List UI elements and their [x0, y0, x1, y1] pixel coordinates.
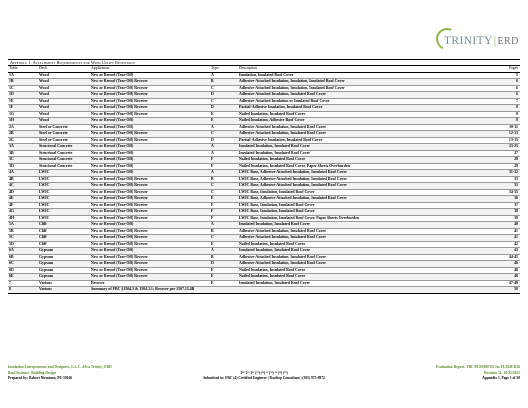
cell-pages: 41	[474, 235, 520, 242]
cell-deck: Cliff	[38, 241, 90, 248]
cell-deck: Cliff	[38, 222, 90, 229]
cell-application: Summary of FBC §1504.3 & 1504.3.1; Recover per 1507.13.4B	[90, 287, 210, 294]
cell-description: Adhesive-Attached Insulation, Insulated Roof Cover	[238, 131, 474, 138]
cell-deck: Wood	[38, 118, 90, 125]
cell-description: LWIC Base, Insulation, Insulated Roof Cover	[238, 202, 474, 209]
trinity-erd-logo	[432, 28, 519, 52]
cell-table: 4D	[8, 189, 38, 196]
cell-type: D	[210, 261, 238, 268]
cell-application: New or Reroof (Tear-Off)	[90, 144, 210, 151]
cell-table: 8	[8, 287, 38, 294]
cell-type: B	[210, 176, 238, 183]
cell-description: LWIC Base, Adhesive-Attached Insulation, Insulated Roof Cover	[238, 196, 474, 203]
cell-deck: Structural Concrete	[38, 163, 90, 170]
cell-table: 1H	[8, 118, 38, 125]
cell-description: Adhesive-Attached Insulation or Insulated Roof Cover	[238, 98, 474, 105]
cell-type: D	[210, 137, 238, 144]
cell-deck: LWIC	[38, 176, 90, 183]
cell-deck: Gypsum	[38, 261, 90, 268]
cell-description: Nailed Insulation, Insulated Roof Cover, Paper Sheets Overburden	[238, 163, 474, 170]
cell-type: A	[210, 170, 238, 177]
cell-type: E	[210, 241, 238, 248]
cell-pages: 34-35	[474, 189, 520, 196]
cell-table: 1C	[8, 85, 38, 92]
cell-deck: Cliff	[38, 228, 90, 235]
cell-application: New or Reroof (Tear-Off)	[90, 150, 210, 157]
cell-description: LWIC Base, Insulation, Insulated Roof Cover, Paper Sheets Overburden	[238, 215, 474, 222]
cell-table: 1E	[8, 98, 38, 105]
cell-description: Insulated Insulation, Insulated Roof Cover	[238, 222, 474, 229]
cell-application: New or Reroof (Tear-Off)	[90, 163, 210, 170]
cell-description: Adhesive-Attached Insulation, Insulated Roof Cover	[238, 92, 474, 99]
cell-pages: 43	[474, 248, 520, 255]
cell-pages: 33	[474, 176, 520, 183]
cell-pages: 8	[474, 118, 520, 125]
footer-left	[8, 365, 112, 382]
logo-sub-text: ERD	[497, 36, 519, 47]
cell-table: 4E	[8, 196, 38, 203]
cell-application: New or Reroof (Tear-Off) Recover	[90, 267, 210, 274]
cell-application: New or Reroof (Tear-Off)	[90, 248, 210, 255]
cell-application: New or Reroof (Tear-Off)	[90, 157, 210, 164]
cell-description: LWIC Base, Insulation, Insulated Roof Cover	[238, 189, 474, 196]
cell-type: A	[210, 144, 238, 151]
cell-table: 6A	[8, 248, 38, 255]
cell-application: New or Reroof (Tear-Off) Recover	[90, 254, 210, 261]
cell-table: 1B	[8, 79, 38, 86]
cell-table: 4G	[8, 209, 38, 216]
cell-pages: 8	[474, 105, 520, 112]
cell-description: Adhesive-Attached Insulation, Insulated Roof Cover	[238, 254, 474, 261]
cell-deck: Wood	[38, 105, 90, 112]
cell-table: 3B	[8, 150, 38, 157]
cell-pages: 7	[474, 98, 520, 105]
cell-table: 6D	[8, 267, 38, 274]
cell-table: 3C	[8, 157, 38, 164]
cell-deck: LWIC	[38, 202, 90, 209]
cell-application: New or Reroof (Tear-Off) Recover	[90, 131, 210, 138]
cell-deck: LWIC	[38, 196, 90, 203]
cell-pages: 6	[474, 92, 520, 99]
cell-application: New or Reroof (Tear-Off)	[90, 124, 210, 131]
cell-type: E	[210, 267, 238, 274]
cell-type: F	[210, 163, 238, 170]
column-header-type: Type	[210, 66, 238, 72]
cell-application: New or Reroof (Tear-Off)	[90, 72, 210, 79]
logo-separator: |	[493, 35, 497, 47]
cell-type: A	[210, 72, 238, 79]
cell-pages: 46	[474, 261, 520, 268]
cell-application: New or Reroof (Tear-Off) Recover	[90, 274, 210, 281]
cell-description: Insulated Insulation, Insulated Roof Cover	[238, 248, 474, 255]
cell-pages: 39	[474, 215, 520, 222]
cell-pages: 50	[474, 287, 520, 294]
cell-application: New or Reroof (Tear-Off) Recover	[90, 215, 210, 222]
cell-type: F	[210, 215, 238, 222]
cell-description: LWIC Base, Adhesive-Attached Insulation, Insulated Roof Cover	[238, 170, 474, 177]
cell-pages: 46	[474, 267, 520, 274]
cell-table: 6C	[8, 261, 38, 268]
cell-deck: Gypsum	[38, 267, 90, 274]
cell-application: New or Reroof (Tear-Off) Recover	[90, 85, 210, 92]
cell-table: 6B	[8, 254, 38, 261]
footer-division: Roof Systems | Building Design	[8, 370, 56, 375]
cell-type: B	[210, 228, 238, 235]
cell-type: C	[210, 85, 238, 92]
footer-center	[174, 365, 354, 382]
footer-company: Insulation Entrepreneurs and Designers, L.L.C. d/b/a Trinity | ERD	[8, 365, 112, 369]
cell-type: B	[210, 79, 238, 86]
cell-type: C	[210, 98, 238, 105]
cell-deck: Gypsum	[38, 254, 90, 261]
footer-revision: Revision 11: 10/25/2022	[484, 370, 520, 375]
logo-brand-text: TRINITY	[444, 35, 493, 47]
cell-description: Insulated Insulation, Insulated Roof Cover	[238, 280, 474, 287]
footer-right	[436, 365, 520, 382]
cell-application: New or Reroof (Tear-Off) Recover	[90, 235, 210, 242]
cell-application: New or Reroof (Tear-Off) Recover	[90, 189, 210, 196]
cell-table: 5A	[8, 222, 38, 229]
cell-deck: Wood	[38, 92, 90, 99]
cell-pages: 8	[474, 111, 520, 118]
cell-application: New or Reroof (Tear-Off)	[90, 170, 210, 177]
cell-pages: 33	[474, 183, 520, 190]
cell-deck: Wood	[38, 85, 90, 92]
cell-pages: 29	[474, 163, 520, 170]
cell-pages: 12-13	[474, 131, 520, 138]
cell-pages: 28	[474, 157, 520, 164]
cell-application: New or Reroof (Tear-Off) Recover	[90, 92, 210, 99]
cell-application: New or Reroof (Tear-Off) Recover	[90, 196, 210, 203]
cell-table: 6E	[8, 274, 38, 281]
footer-center-line-2: 3¹⁰ 1¹⁹ 1²³ (²³) (²³) ³² (³²) ³⁹ (²³) (²³)	[240, 370, 288, 375]
cell-pages: 41	[474, 228, 520, 235]
cell-description	[238, 287, 474, 294]
cell-type: E	[210, 274, 238, 281]
cell-description: Adhesive-Attached Insulation, Insulated Roof Cover	[238, 228, 474, 235]
cell-description: Nailed Insulation, Insulated Roof Cover	[238, 157, 474, 164]
cell-application: New or Reroof (Tear-Off) Recover	[90, 111, 210, 118]
cell-table: 4A	[8, 170, 38, 177]
cell-description: Adhesive-Attached Insulation, Insulated Roof Cover	[238, 235, 474, 242]
cell-table: 2B	[8, 131, 38, 138]
cell-table: 4H	[8, 215, 38, 222]
cell-pages: 6	[474, 85, 520, 92]
cell-application: New or Reroof (Tear-Off)	[90, 222, 210, 229]
cell-table: 1F	[8, 105, 38, 112]
cell-application: New or Reroof (Tear-Off) Recover	[90, 183, 210, 190]
cell-description: Insulation, Insulated Roof Cover	[238, 72, 474, 79]
cell-description: Partial-Adhesive Insulation, Insulated Roof Cover	[238, 105, 474, 112]
cell-description: LWIC Base, Adhesive-Attached Insulation, Insulated Roof Cover	[238, 183, 474, 190]
cell-application: New or Reroof (Tear-Off) Recover	[90, 241, 210, 248]
column-header-description: Description	[238, 66, 474, 72]
cell-deck: LWIC	[38, 209, 90, 216]
cell-type: C	[210, 131, 238, 138]
cell-deck: Various	[38, 280, 90, 287]
cell-table: 1D	[8, 92, 38, 99]
cell-description: Nailed Insulation, Insulated Roof Cover	[238, 111, 474, 118]
cell-type: E	[210, 196, 238, 203]
cell-table: 1G	[8, 111, 38, 118]
attachment-requirements-sheet	[8, 59, 520, 294]
cell-description: Adhesive-Attached Insulation, Insulation, Insulated Roof Cover	[238, 85, 474, 92]
cell-type: A	[210, 222, 238, 229]
cell-pages: 27	[474, 150, 520, 157]
footer-page-number: Appendix 1, Page 1 of 50	[482, 376, 520, 381]
cell-deck: Structural Concrete	[38, 144, 90, 151]
cell-application: New or Reroof (Tear-Off) Recover	[90, 137, 210, 144]
requirements-table	[8, 66, 520, 294]
cell-application: New or Reroof (Tear-Off) Recover	[90, 176, 210, 183]
footer-center-line-3: Submitted to: FBC (4) Certified Engineer | Rooftop Consultant | (305) 975-0972	[203, 376, 325, 381]
cell-deck: Structural Concrete	[38, 150, 90, 157]
cell-pages: 23-25	[474, 144, 520, 151]
cell-description: Insulated Insulation, Insulated Roof Cover	[238, 150, 474, 157]
footer-preparer: Prepared by: Robert Nieminen, PE-59166	[8, 376, 73, 381]
cell-description: Nailed Insulation, Insulated Roof Cover	[238, 274, 474, 281]
cell-pages: 46	[474, 274, 520, 281]
cell-description: Insulated Insulation, Insulated Roof Cover	[238, 144, 474, 151]
cell-application: New or Reroof (Tear-Off) Recover	[90, 105, 210, 112]
cell-pages: 42	[474, 241, 520, 248]
cell-pages: 36	[474, 196, 520, 203]
cell-description: Adhesive-Attached Insulation, Insulation, Insulated Roof Cover	[238, 79, 474, 86]
cell-table: 2A	[8, 124, 38, 131]
cell-type: A	[210, 248, 238, 255]
column-header-deck: Deck	[38, 66, 90, 72]
cell-table: 5D	[8, 241, 38, 248]
cell-type	[210, 287, 238, 294]
cell-application: New or Reroof (Tear-Off) Recover	[90, 209, 210, 216]
cell-table: 5C	[8, 235, 38, 242]
cell-deck: Steel or Concrete	[38, 124, 90, 131]
cell-type: E	[210, 111, 238, 118]
column-header-application: Application	[90, 66, 210, 72]
cell-table: 1A	[8, 72, 38, 79]
cell-type: F	[210, 202, 238, 209]
cell-table: 4C	[8, 183, 38, 190]
cell-type: A	[210, 124, 238, 131]
cell-table: 3A	[8, 144, 38, 151]
cell-deck: Gypsum	[38, 274, 90, 281]
cell-description: Nailed Insulation, Adhesive Roof Cover	[238, 118, 474, 125]
cell-application: New or Reroof (Tear-Off) Recover	[90, 79, 210, 86]
cell-type: F	[210, 157, 238, 164]
cell-pages: 10-11	[474, 124, 520, 131]
column-header-pages: Pages	[474, 66, 520, 72]
cell-application: New or Reroof (Tear-Off) Recover	[90, 261, 210, 268]
cell-description: LWIC Base, Adhesive-Attached Insulation, Insulated Roof Cover	[238, 176, 474, 183]
cell-pages: 38	[474, 209, 520, 216]
cell-application: New or Reroof (Tear-Off)	[90, 118, 210, 125]
cell-type: A	[210, 150, 238, 157]
column-header-table: Table	[8, 66, 38, 72]
cell-description: Nailed Insulation, Insulated Roof Cover	[238, 241, 474, 248]
page-footer	[8, 365, 520, 389]
cell-type: C	[210, 183, 238, 190]
cell-pages: 6	[474, 79, 520, 86]
cell-deck: Cliff	[38, 235, 90, 242]
document-title: Appendix 1: Attachment Requirements for Wind Uplift Resistance	[8, 59, 520, 66]
cell-table: 2C	[8, 137, 38, 144]
cell-table: 3D	[8, 163, 38, 170]
cell-pages: 5	[474, 72, 520, 79]
cell-pages: 13-15	[474, 137, 520, 144]
cell-description: Adhesive-Attached Insulation, Insulated Roof Cover	[238, 124, 474, 131]
cell-application: New or Reroof (Tear-Off) Recover	[90, 228, 210, 235]
cell-deck: Steel or Concrete	[38, 137, 90, 144]
cell-deck: LWIC	[38, 189, 90, 196]
cell-application: New or Reroof (Tear-Off) Recover	[90, 98, 210, 105]
cell-deck: Wood	[38, 72, 90, 79]
table-body	[8, 72, 520, 293]
cell-deck: LWIC	[38, 215, 90, 222]
cell-type: F	[210, 209, 238, 216]
cell-deck: Wood	[38, 79, 90, 86]
cell-type: C	[210, 189, 238, 196]
logo-wordmark	[444, 35, 519, 47]
cell-description: Adhesive-Attached Insulation, Insulated Roof Cover	[238, 261, 474, 268]
cell-type: B	[210, 254, 238, 261]
cell-description: LWIC Base, Insulation, Insulated Roof Cover	[238, 209, 474, 216]
cell-application: New or Reroof (Tear-Off) Recover	[90, 202, 210, 209]
cell-type: D	[210, 105, 238, 112]
cell-type: C	[210, 235, 238, 242]
cell-deck: LWIC	[38, 183, 90, 190]
cell-pages: 31-32	[474, 170, 520, 177]
cell-deck: Steel or Concrete	[38, 131, 90, 138]
cell-pages: 47-48	[474, 280, 520, 287]
table-row	[8, 287, 520, 294]
cell-deck: Various	[38, 287, 90, 294]
cell-deck: Structural Concrete	[38, 157, 90, 164]
cell-deck: Wood	[38, 98, 90, 105]
cell-table: 5B	[8, 228, 38, 235]
cell-type: D	[210, 92, 238, 99]
cell-type: E	[210, 118, 238, 125]
cell-type: E	[210, 280, 238, 287]
cell-pages: 44-45	[474, 254, 520, 261]
cell-description: Partial-Adhesive Insulation, Insulated Roof Cover	[238, 137, 474, 144]
cell-pages: 40	[474, 222, 520, 229]
cell-table: 4F	[8, 202, 38, 209]
cell-table: 4B	[8, 176, 38, 183]
cell-table: 7	[8, 280, 38, 287]
cell-deck: Wood	[38, 111, 90, 118]
footer-evaluation-report: Evaluation Report: FBC 00.00.000-R1 for FL3848-R16	[435, 365, 520, 369]
cell-description: Nailed Insulation, Insulated Roof Cover	[238, 267, 474, 274]
cell-application: Recover	[90, 280, 210, 287]
cell-pages: 37	[474, 202, 520, 209]
cell-deck: LWIC	[38, 170, 90, 177]
cell-deck: Gypsum	[38, 248, 90, 255]
